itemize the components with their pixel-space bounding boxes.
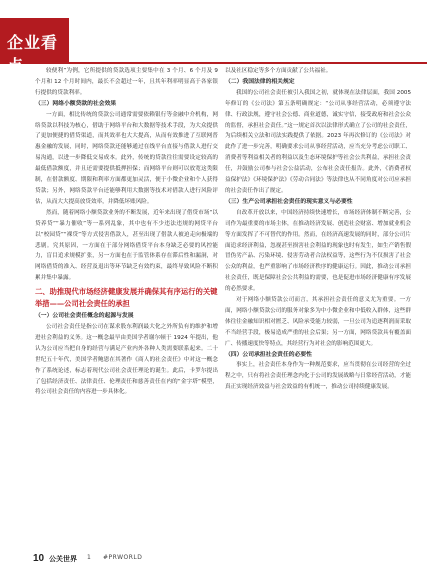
- paragraph: 我国的公司社会责任被引入我国之初，就体现在法律层面，我国 2005 年修订的《公司法》第五条明确规定：“公司从事经营活动，必须遵守法律、行政法规，遵守社会公德、商业道德，诚实守信，接受政府和社会公众的监督，承担社会责任。”这一规定首次以法律形式确立了公司的社会责任，为后续相关立法和司法实践提供了依据。2023 年再次修订的《公司法》对此作了进一步完善，明确要求公司从事经营活动，应当充分考虑公司职工、消费者等利益相关者的利益以及生态环境保护等社会公共利益，承担社会责任，并鼓励公司参与社会公益活动，公布社会责任报告。此外，《消费者权益保护法》《环境保护法》《劳动合同法》等法律也从不同角度对公司应承担的社会责任作出了规定。: [225, 89, 411, 194]
- paragraph: 较便利”为例，它所提供的贷款选项主要集中在 3 个月、6 个月及 9 个月和 12 个月时间内，最长不会超过一年，且其年利率明显高于各家银行提供的贷款利率。: [35, 68, 218, 96]
- paragraph: 对于网络小额贷款公司而言，其承担社会责任的意义尤为重要。一方面，网络小额贷款公司的服务对象多为中小微企业和中低收入群体，这些群体往往金融知识相对匮乏、风险承受能力较弱，一旦公司为追逐利润而采取不当经营手段，极易造成严重的社会后果；另一方面，网络贷款具有覆盖面广、传播速度快等特点，其经营行为对社会的影响范围更大。: [225, 297, 411, 347]
- paragraph: 一方面，相比传统的贷款公司通常需要依赖银行等金融中介机构，网络贷款以科技为核心，借助于网络平台和大数据等技术手段，为大众提供了更加便捷的借贷渠道，而其效率也大大提高，从而有效推进了互联网普惠金融的发展，同时，网络贷款还能够通过在线平台直接与借款人进行交易沟通，以进一步降低交易成本。此外，传统的贷款往往需要设定较高的最低借款额度，并且还需要提供抵押担保；而网络平台则可以放宽这类限制，在借款额度、期限和利率方面都更加灵活，便于小微企业和个人获得贷款；另外，网络贷款平台还能够利用大数据等技术对借款人进行风险评估，从而大大提高放贷效率，并降低坏账风险。: [35, 111, 218, 205]
- left-column: [35, 66, 218, 544]
- paragraph: 以及社区稳定等多个方面贡献了公共福祉。: [225, 68, 332, 74]
- section-title: 企业看点: [7, 33, 59, 75]
- subheading: （四）公司承担社会责任的必要性: [225, 351, 312, 358]
- paragraph: 事实上，社会责任本身作为一种规范要求，应当贯彻在公司经营的全过程之中，只有将社会责任理念内化于公司的发展战略与日常经营活动，才能真正实现经济效益与社会效益的有机统一，推动公司持续健康发展。: [225, 362, 411, 391]
- magazine-en-name: #PRWORLD: [103, 554, 143, 561]
- paragraph: 然而，随着网络小额贷款业务的不断发展，近年来出现了借贷市场“以贷养贷”“暴力催收”等一系列乱象，其中也有不少违法违规的网贷平台以“校园贷”“裸贷”等方式侵害借款人，甚至出现了借款人被迫走向极端的悲剧。究其原因，一方面在于部分网络借贷平台本身缺乏必要的风控能力，盲目追求规模扩张，另一方面也在于监管体系存在滞后性和漏洞，对网络借贷的准入、经营及退出等环节缺乏有效约束，最终导致风险不断积累并集中暴露。: [35, 209, 218, 282]
- magazine-name: 公关世界: [49, 555, 77, 563]
- paragraph: 公司社会责任是指公司在谋求股东利润最大化之外所负有的维护和增进社会利益的义务。这一概念最早由美国学者谢尔顿于 1924 年提出，他认为公司应当把自身的经营与满足产业内外各种人类需要联系起来。二十世纪五十年代，美国学者鲍恩在其著作《商人的社会责任》中对这一概念作了系统论述，标志着现代公司社会责任理论的诞生。此后，卡罗尔提出了包括经济责任、法律责任、伦理责任和慈善责任在内的“金字塔”模型，将公司社会责任的内容进一步具体化。: [35, 324, 218, 396]
- page-footer: [0, 545, 427, 571]
- section-heading: 二、助推现代市场经济健康发展并确保其有序运行的关键举措——公司社会责任的承担: [35, 287, 218, 308]
- subheading: （二）我国法律的相关规定: [225, 78, 295, 85]
- subheading: （三）生产公司承担社会责任的现实意义与必要性: [225, 198, 353, 205]
- paragraph: 自改革开放以来，中国经济持续快速增长，市场经济体制不断完善，公司作为最重要的市场主体，在推动经济发展、创造社会财富、增加就业机会等方面发挥了不可替代的作用。然而，在经济高速发展的同时，部分公司片面追求经济利益，忽视甚至损害社会利益的现象也时有发生，如生产销售假冒伪劣产品、污染环境、侵害劳动者合法权益等，这些行为不仅损害了社会公众的利益，也严重影响了市场经济秩序的健康运行。因此，推动公司承担社会责任，既是保障社会公共利益的需要，也是促进市场经济健康有序发展的必然要求。: [225, 209, 411, 293]
- page-number: 10: [33, 553, 45, 564]
- section-banner: [0, 18, 69, 75]
- subheading: （一）公司社会责任概念的起源与发展: [35, 313, 134, 320]
- right-column: [225, 66, 411, 544]
- subheading: （三）网络小额贷款的社会效果: [35, 100, 117, 107]
- header-rule: [69, 62, 427, 64]
- issue-number: 1: [87, 554, 91, 561]
